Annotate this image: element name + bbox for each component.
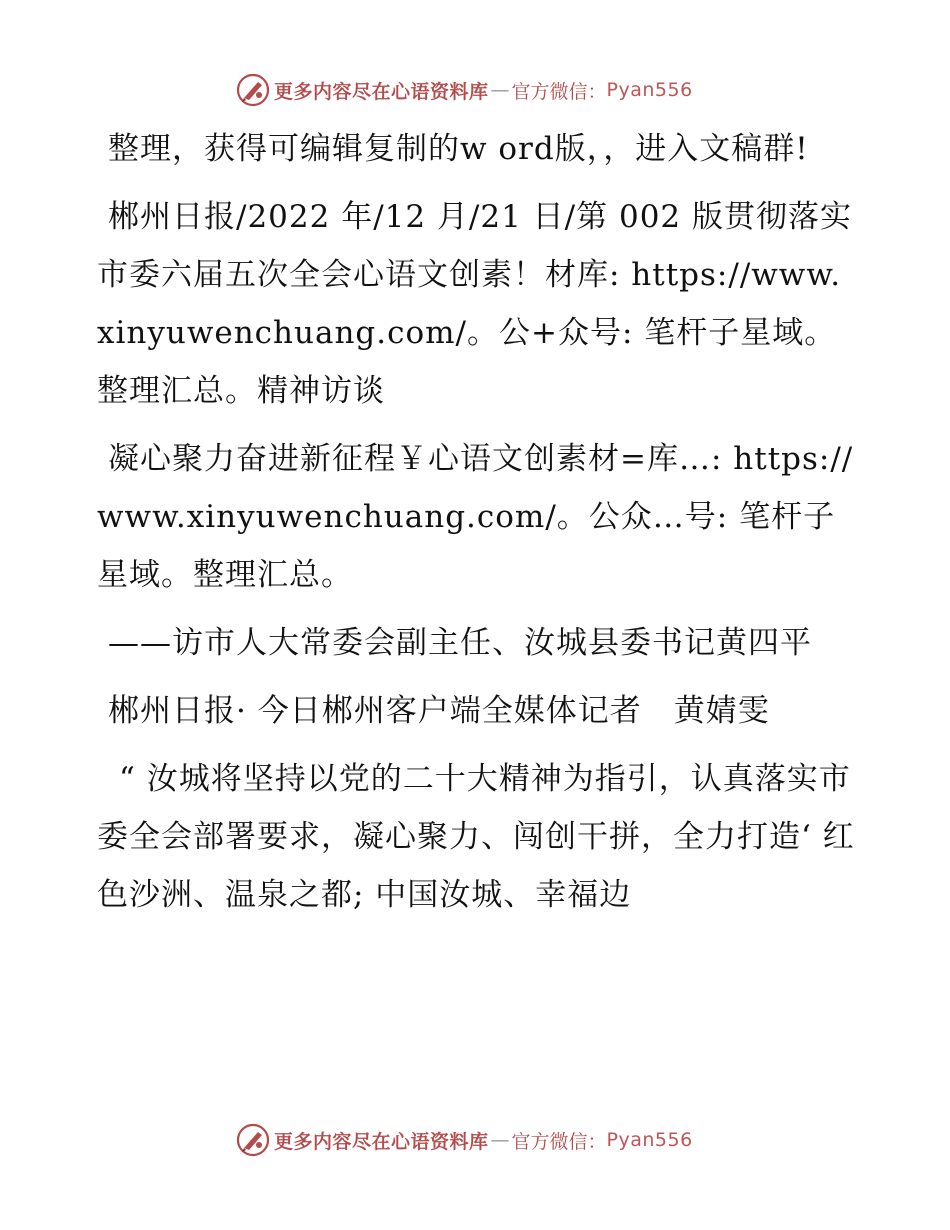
- paragraph: ——访市人大常委会副主任、汝城县委书记黄四平: [108, 625, 812, 661]
- byline: 郴州日报· 今日郴州客户端全媒体记者 黄婧雯: [108, 693, 770, 729]
- banner-wechat-label: 官方微信：: [511, 80, 607, 103]
- paragraph: 凝心聚力奋进新征程￥心语文创素材=库…: https://www.xinyuwenchuang.com/。公众…号: 笔杆子星域。整理汇总。: [97, 441, 854, 593]
- pen-seal-icon: [236, 1123, 270, 1157]
- header-banner[interactable]: [236, 72, 693, 108]
- paragraph: 郴州日报/2022 年/12 月/21 日/第 002 版贯彻落实市委六届五次全会心语文创素！材库: https://www.xinyuwenchuang.com/。公+众号: 笔杆子星域。整理汇总。精神访谈: [97, 199, 853, 409]
- footer-banner[interactable]: [236, 1122, 693, 1158]
- banner-wechat-id: Pyan556: [606, 1129, 693, 1151]
- paragraph: “ 汝城将坚持以党的二十大精神为指引，认真落实市委全会部署要求，凝心聚力、闯创干拼，全力打造‘ 红色沙洲、温泉之都; 中国汝城、幸福边: [97, 761, 855, 913]
- banner-separator: —: [490, 79, 510, 101]
- document-body: [97, 120, 857, 934]
- pen-seal-icon: [236, 73, 270, 107]
- banner-wechat-label: 官方微信：: [511, 1130, 607, 1153]
- banner-slogan: 更多内容尽在心语资料库: [274, 80, 489, 103]
- paragraph: 整理，获得可编辑复制的w ord版，，进入文稿群!: [108, 131, 809, 167]
- banner-slogan: 更多内容尽在心语资料库: [274, 1130, 489, 1153]
- banner-separator: —: [490, 1129, 510, 1151]
- banner-wechat-id: Pyan556: [606, 79, 693, 101]
